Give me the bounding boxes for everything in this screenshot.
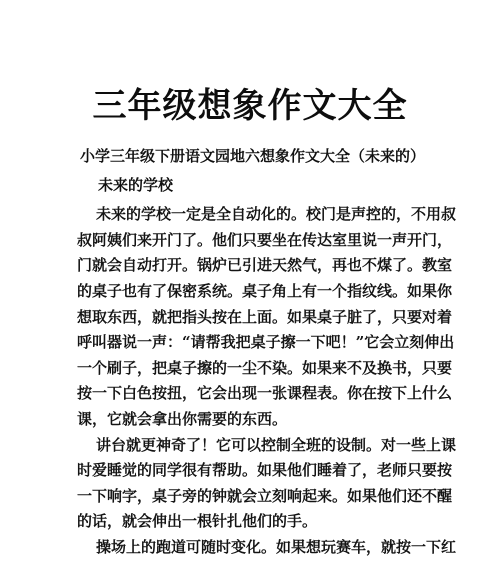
body-text-line: 操场上的跑道可随时变化。如果想玩赛车，就按一下红 (96, 538, 457, 556)
body-text-line: 门就会自动打开。锅炉已引进天然气，再也不煤了。教室 (77, 256, 453, 275)
document-subtitle: 小学三年级下册语文园地六想象作文大全（未来的） (80, 147, 426, 165)
body-text-line: 想取东西，就把指头按在上面。如果桌子脏了，只要对着 (77, 307, 453, 326)
body-text-line: 一下响字，桌子旁的钟就会立刻响起来。如果他们还不醒 (77, 486, 453, 505)
body-text-line: 的话，就会伸出一根针扎他们的手。 (77, 512, 318, 531)
body-text-line: 时爱睡觉的同学很有帮助。如果他们睡着了，老师只要按 (77, 461, 453, 480)
body-text-line: 呼叫器说一声：“请帮我把桌子擦一下吧！”它会立刻伸出 (77, 333, 455, 352)
body-text-line: 课，它就会拿出你需要的东西。 (77, 409, 288, 428)
section-heading: 未来的学校 (98, 176, 174, 194)
body-text-line: 叔阿姨们来开门了。他们只要坐在传达室里说一声开门， (77, 230, 453, 249)
body-text-line: 一个刷子，把桌子擦的一尘不染。如果来不及换书，只要 (77, 358, 453, 377)
body-text-line: 的桌子也有了保密系统。桌子角上有一个指纹线。如果你 (77, 281, 453, 300)
body-text-line: 按一下白色按扭，它会出现一张课程表。你在按下上什么 (77, 384, 453, 403)
body-text-line: 讲台就更神奇了！它可以控制全班的设制。对一些上课 (96, 435, 457, 454)
document-title: 三年级想象作文大全 (92, 86, 408, 126)
body-text-line: 未来的学校一定是全自动化的。校门是声控的，不用叔 (96, 205, 457, 223)
